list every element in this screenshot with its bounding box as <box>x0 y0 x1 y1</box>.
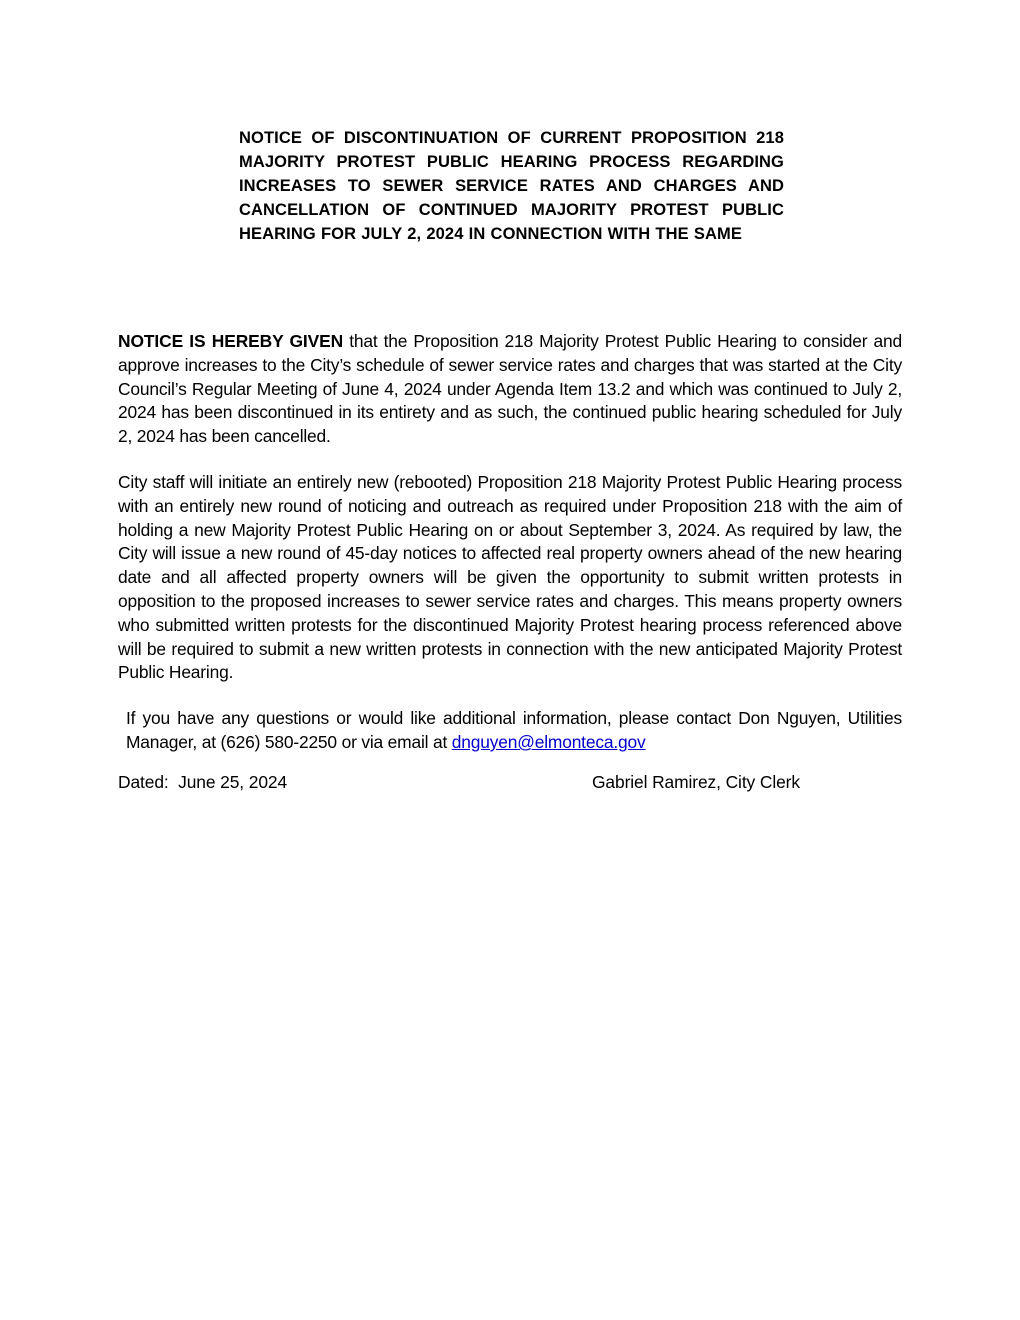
document-body <box>118 330 902 755</box>
paragraph-new-process: City staff will initiate an entirely new (rebooted) Proposition 218 Majority Protest Public Hearing process with an entirely new round of noticing and outreach as required under Proposition 218 with the aim of holding a new Majority Protest Public Hearing on or about September 3, 2024. As required by law, the City will issue a new round of 45-day notices to affected real property owners ahead of the new hearing date and all affected property owners will be given the opportunity to submit written protests in opposition to the proposed increases to sewer service rates and charges. This means property owners who submitted written protests for the discontinued Majority Protest hearing process referenced above will be required to submit a new written protests in connection with the new anticipated Majority Protest Public Hearing. <box>118 471 902 683</box>
document-title: NOTICE OF DISCONTINUATION OF CURRENT PROPOSITION 218 MAJORITY PROTEST PUBLIC HEARING PROCESS REGARDING INCREASES TO SEWER SERVICE RATES AND CHARGES AND CANCELLATION OF CONTINUED MAJORITY PROTEST PUBLIC HEARING FOR JULY 2, 2024 IN CONNECTION WITH THE SAME <box>239 129 784 243</box>
city-clerk-name: Gabriel Ramirez, City Clerk <box>592 772 800 792</box>
paragraph-contact <box>118 707 902 755</box>
paragraph-notice-given-text: that the Proposition 218 Majority Protest Public Hearing to consider and approve increases to the City’s schedule of sewer service rates and charges that was started at the City Council’s Regular Meeting of June 4, 2024 under Agenda Item 13.2 and which was continued to July 2, 2024 has been discontinued in its entirety and as such, the continued public hearing scheduled for July 2, 2024 has been cancelled. <box>118 331 903 447</box>
dated-line: Dated: June 25, 2024 <box>118 772 288 792</box>
notice-lead-text: NOTICE IS HEREBY GIVEN <box>118 331 344 351</box>
contact-email-link[interactable]: dnguyen@elmonteca.gov <box>451 731 646 752</box>
contact-text: If you have any questions or would like additional information, please contact Don Nguyen, Utilities Manager, at (626) 580-2250 or via email at <box>126 708 902 752</box>
paragraph-notice-given <box>118 330 902 449</box>
